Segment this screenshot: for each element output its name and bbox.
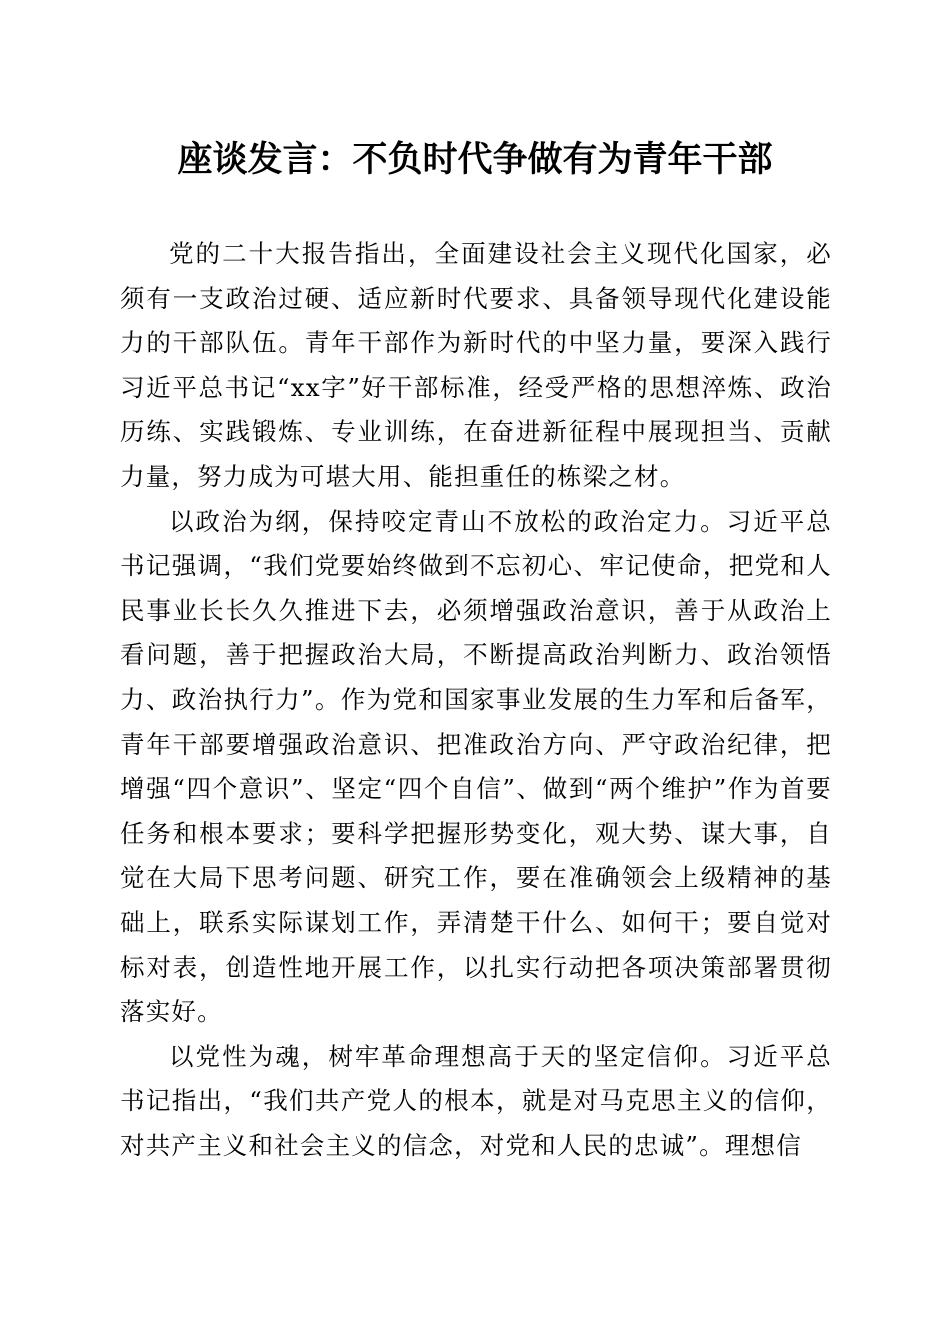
paragraph-politics: 以政治为纲，保持咬定青山不放松的政治定力。习近平总书记强调，“我们党要始终做到不忘初心、牢记使命，把党和人民事业长长久久推进下去，必须增强政治意识，善于从政治上看问题，善于把握政治大局，不断提高政治判断力、政治领悟力、政治执行力”。作为党和国家事业发展的生力军和后备军，青年干部要增强政治意识、把准政治方向、严守政治纪律，把增强“四个意识”、坚定“四个自信”、做到“两个维护”作为首要任务和根本要求；要科学把握形势变化，观大势、谋大事，自觉在大局下思考问题、研究工作，要在准确领会上级精神的基础上，联系实际谋划工作，弄清楚干什么、如何干；要自觉对标对表，创造性地开展工作，以扎实行动把各项决策部署贯彻落实好。 (120, 506, 832, 1027)
paragraph-party-spirit: 以党性为魂，树牢革命理想高于天的坚定信仰。习近平总书记指出，“我们共产党人的根本，就是对马克思主义的信仰，对共产主义和社会主义的信念，对党和人民的忠诚”。理想信 (120, 1041, 832, 1160)
document-title: 座谈发言：不负时代争做有为青年干部 (177, 139, 773, 180)
paragraph-intro: 党的二十大报告指出，全面建设社会主义现代化国家，必须有一支政治过硬、适应新时代要求、具备领导现代化建设能力的干部队伍。青年干部作为新时代的中坚力量，要深入践行习近平总书记“xx字”好干部标准，经受严格的思想淬炼、政治历练、实践锻炼、专业训练，在奋进新征程中展现担当、贡献力量，努力成为可堪大用、能担重任的栋梁之材。 (120, 239, 832, 491)
document-body (120, 232, 832, 1168)
